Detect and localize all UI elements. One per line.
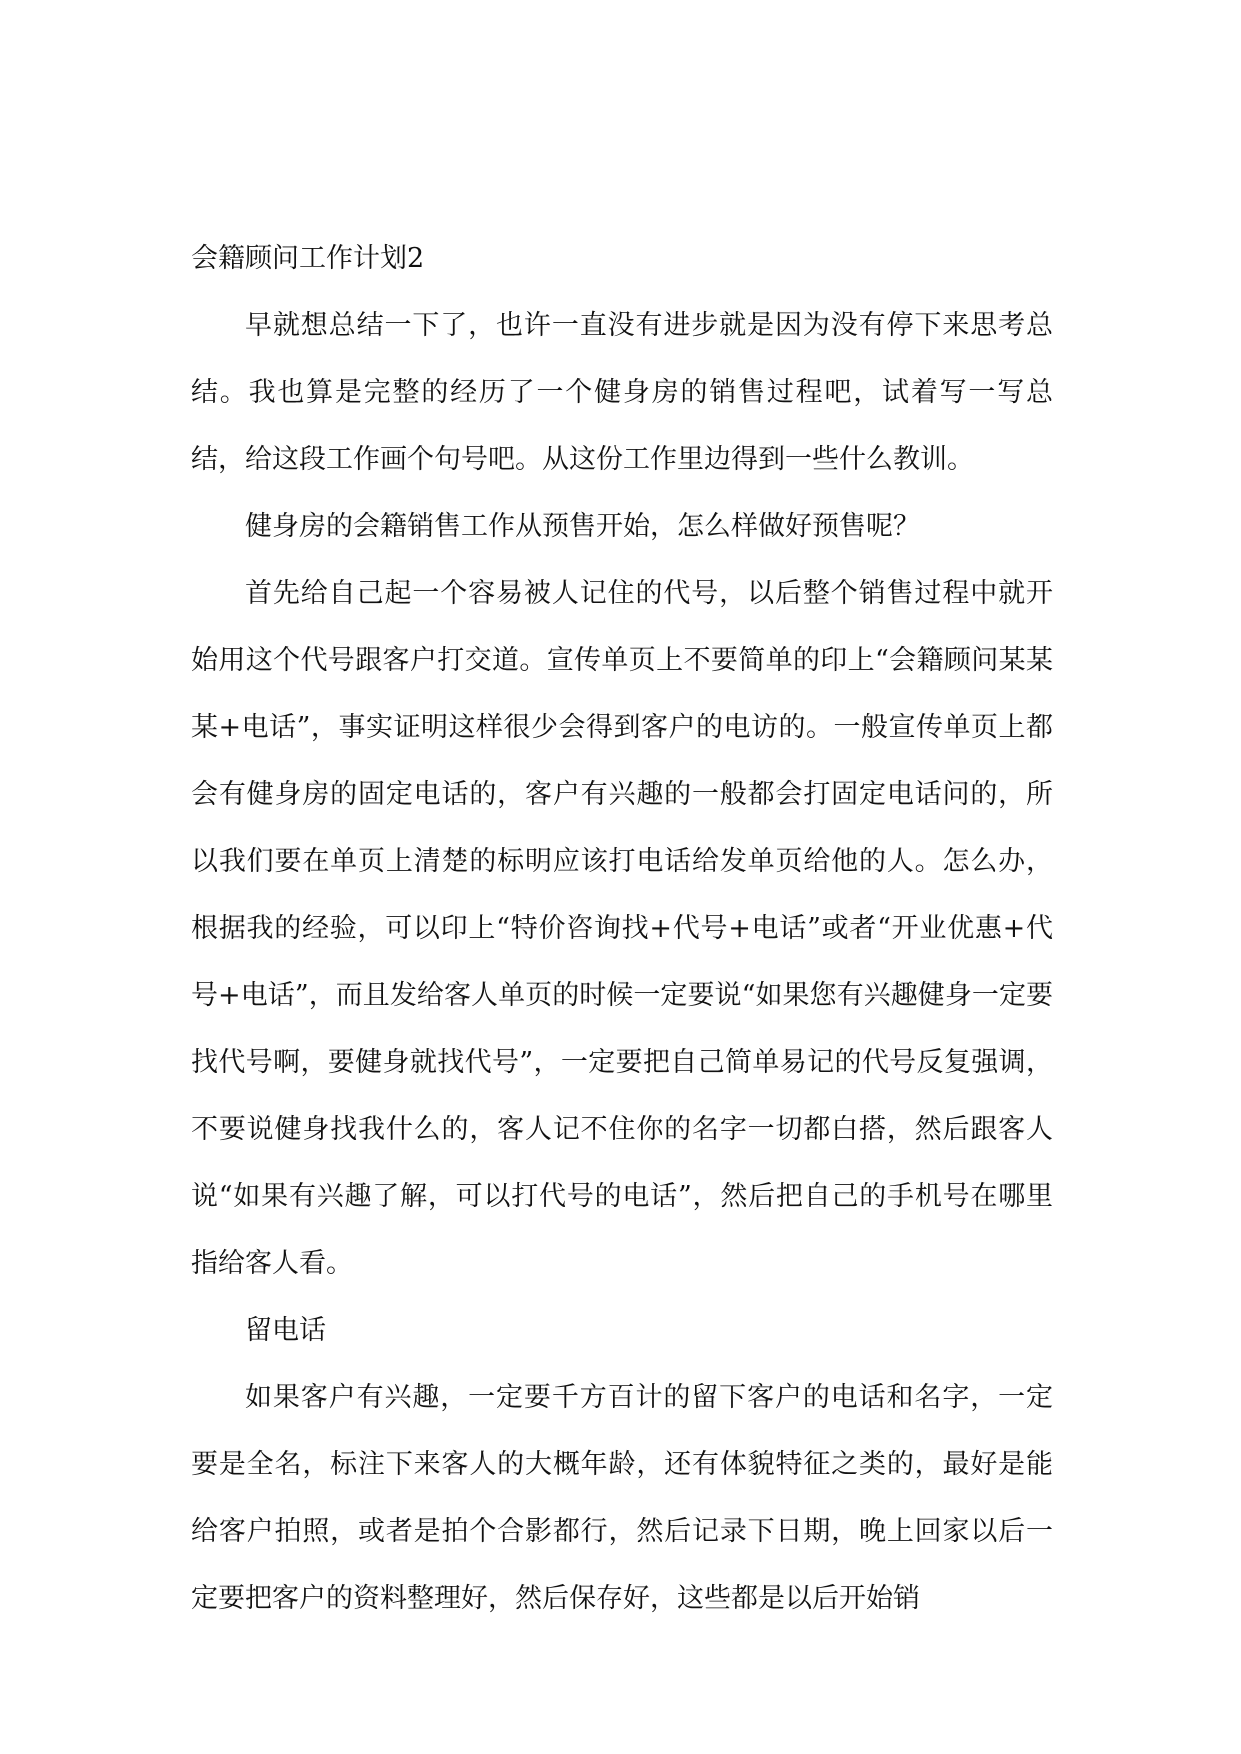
paragraph-codename-advice: 首先给自己起一个容易被人记住的代号，以后整个销售过程中就开始用这个代号跟客户打交道。宣传单页上不要简单的印上“会籍顾问某某某+电话”，事实证明这样很少会得到客户的电访的。一般宣传单页上都会有健身房的固定电话的，客户有兴趣的一般都会打固定电话问的，所以我们要在单页上清楚的标明应该打电话给发单页给他的人。怎么办，根据我的经验，可以印上“特价咨询找+代号+电话”或者“开业优惠+代号+电话”，而且发给客人单页的时候一定要说“如果您有兴趣健身一定要找代号啊，要健身就找代号”，一定要把自己简单易记的代号反复强调，不要说健身找我什么的，客人记不住你的名字一切都白搭，然后跟客人说“如果有兴趣了解，可以打代号的电话”，然后把自己的手机号在哪里指给客人看。	[191, 578, 1053, 1279]
paragraph-presale-question: 健身房的会籍销售工作从预售开始，怎么样做好预售呢？	[245, 511, 920, 542]
document-title: 会籍顾问工作计划2	[191, 243, 425, 274]
section-heading-leave-phone: 留电话	[245, 1315, 326, 1346]
document-body	[191, 225, 1053, 1632]
paragraph-intro: 早就想总结一下了，也许一直没有进步就是因为没有停下来思考总结。我也算是完整的经历了一个健身房的销售过程吧，试着写一写总结，给这段工作画个句号吧。从这份工作里边得到一些什么教训。	[191, 310, 1053, 475]
paragraph-collect-contact: 如果客户有兴趣，一定要千方百计的留下客户的电话和名字，一定要是全名，标注下来客人的大概年龄，还有体貌特征之类的，最好是能给客户拍照，或者是拍个合影都行，然后记录下日期，晚上回家以后一定要把客户的资料整理好，然后保存好，这些都是以后开始销	[191, 1382, 1053, 1614]
